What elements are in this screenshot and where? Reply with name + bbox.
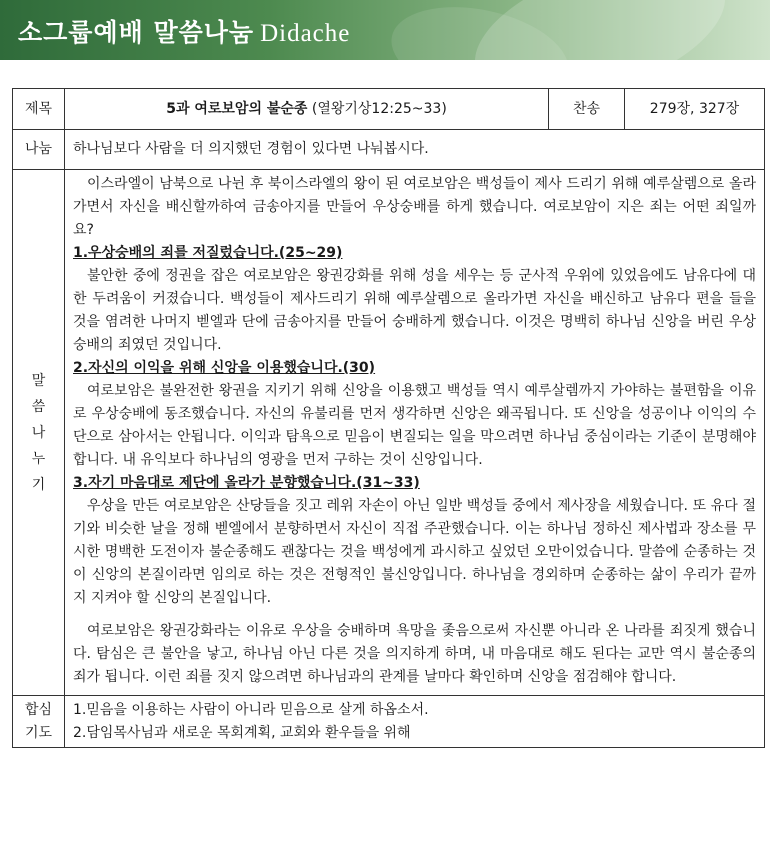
sharing-label: 나눔: [13, 130, 65, 170]
lesson-title: [65, 89, 549, 130]
banner-title-ko: 소그룹예배 말씀나눔: [18, 18, 255, 47]
sermon-body: [65, 170, 765, 696]
lesson-name: 5과 여로보암의 불순종: [166, 100, 308, 117]
section-heading: 3.자기 마음대로 제단에 올라가 분향했습니다.(31~33): [73, 475, 420, 491]
subject-label: 제목: [13, 89, 65, 130]
section-paragraph: 여로보암은 불완전한 왕권을 지키기 위해 신앙을 이용했고 백성들 역시 예루살렘까지 가야하는 불편함을 이유로 우상숭배에 동조했습니다. 자신의 유불리를 먼저 생각하면 신앙은 왜곡됩니다. 또 신앙을 성공이나 이익의 수단으로 삼아서는 안됩니다. 이익과 탐욕으로 믿음이 변질되는 일을 막으려면 하나님 중심이라는 기준이 분명해야 합니다. 내 유익보다 하나님의 영광을 먼저 구하는 것이 신앙입니다.: [73, 383, 756, 468]
prayer-item: 2.담임목사님과 새로운 목회계획, 교회와 환우들을 위해: [73, 724, 411, 741]
lesson-table: [12, 88, 765, 748]
scripture-reference: (열왕기상12:25~33): [311, 100, 447, 117]
sermon-label: 말 씀 나 누 기: [13, 170, 65, 696]
header-banner: [0, 0, 770, 60]
hymn-value: 279장, 327장: [625, 89, 765, 130]
prayer-label: 합심 기도: [13, 696, 65, 748]
prayer-item: 1.믿음을 이용하는 사람이 아니라 믿음으로 살게 하옵소서.: [73, 701, 429, 718]
banner-title: [18, 13, 350, 49]
hymn-label: 찬송: [549, 89, 625, 130]
prayer-row: [13, 696, 765, 748]
section-paragraph: 불안한 중에 정권을 잡은 여로보암은 왕권강화를 위해 성을 세우는 등 군사적 우위에 있었음에도 남유다에 대한 두려움이 커졌습니다. 백성들이 제사드리기 위해 예루살렘으로 올라가면 자신을 배신하고 남유다 편을 들을 것을 염려한 나머지 벧엘과 단에 금송아지를 만들어 숭배하게 했습니다. 이것은 명백히 하나님 신앙을 버린 우상숭배의 죄였던 것입니다.: [73, 268, 756, 353]
sharing-text: 하나님보다 사람을 더 의지했던 경험이 있다면 나눠봅시다.: [65, 130, 765, 170]
intro-paragraph: 이스라엘이 남북으로 나뉜 후 북이스라엘의 왕이 된 여로보암은 백성들이 제사 드리기 위해 예루살렘으로 올라가면서 자신을 배신할까하여 금송아지를 만들어 우상숭배를 하게 했습니다. 여로보암이 지은 죄는 어떤 죄일까요?: [73, 176, 756, 238]
conclusion-paragraph: 여로보암은 왕권강화라는 이유로 우상을 숭배하며 욕망을 좇음으로써 자신뿐 아니라 온 나라를 죄짓게 했습니다. 탐심은 큰 불안을 낳고, 하나님 아닌 다른 것을 의지하게 하며, 내 마음대로 해도 된다는 교만 역시 불순종의 죄가 됩니다. 이런 죄를 짓지 않으려면 하나님과의 관계를 날마다 확인하며 신앙을 점검해야 합니다.: [73, 623, 756, 685]
banner-title-en: Didache: [260, 20, 351, 47]
section-paragraph: 우상을 만든 여로보암은 산당들을 짓고 레위 자손이 아닌 일반 백성들 중에서 제사장을 세웠습니다. 또 유다 절기와 비슷한 날을 정해 벧엘에서 분향하면서 자신이 직접 주관했습니다. 이는 하나님 정하신 제사법과 장소를 무시한 명백한 도전이자 불순종해도 괜찮다는 것을 백성에게 과시하고 싶었던 오만이었습니다. 말씀에 순종하는 것이 신앙의 본질이라면 임의로 하는 것은 전형적인 불신앙입니다. 하나님을 경외하며 순종하는 삶이 우리가 끝까지 지켜야 할 신앙의 본질입니다.: [73, 498, 756, 606]
paragraph-gap: [73, 610, 756, 620]
section-heading: 1.우상숭배의 죄를 저질렀습니다.(25~29): [73, 245, 343, 261]
sharing-row: [13, 130, 765, 170]
sermon-row: [13, 170, 765, 696]
section-heading: 2.자신의 이익을 위해 신앙을 이용했습니다.(30): [73, 360, 376, 376]
prayer-list: [65, 696, 765, 748]
title-row: [13, 89, 765, 130]
